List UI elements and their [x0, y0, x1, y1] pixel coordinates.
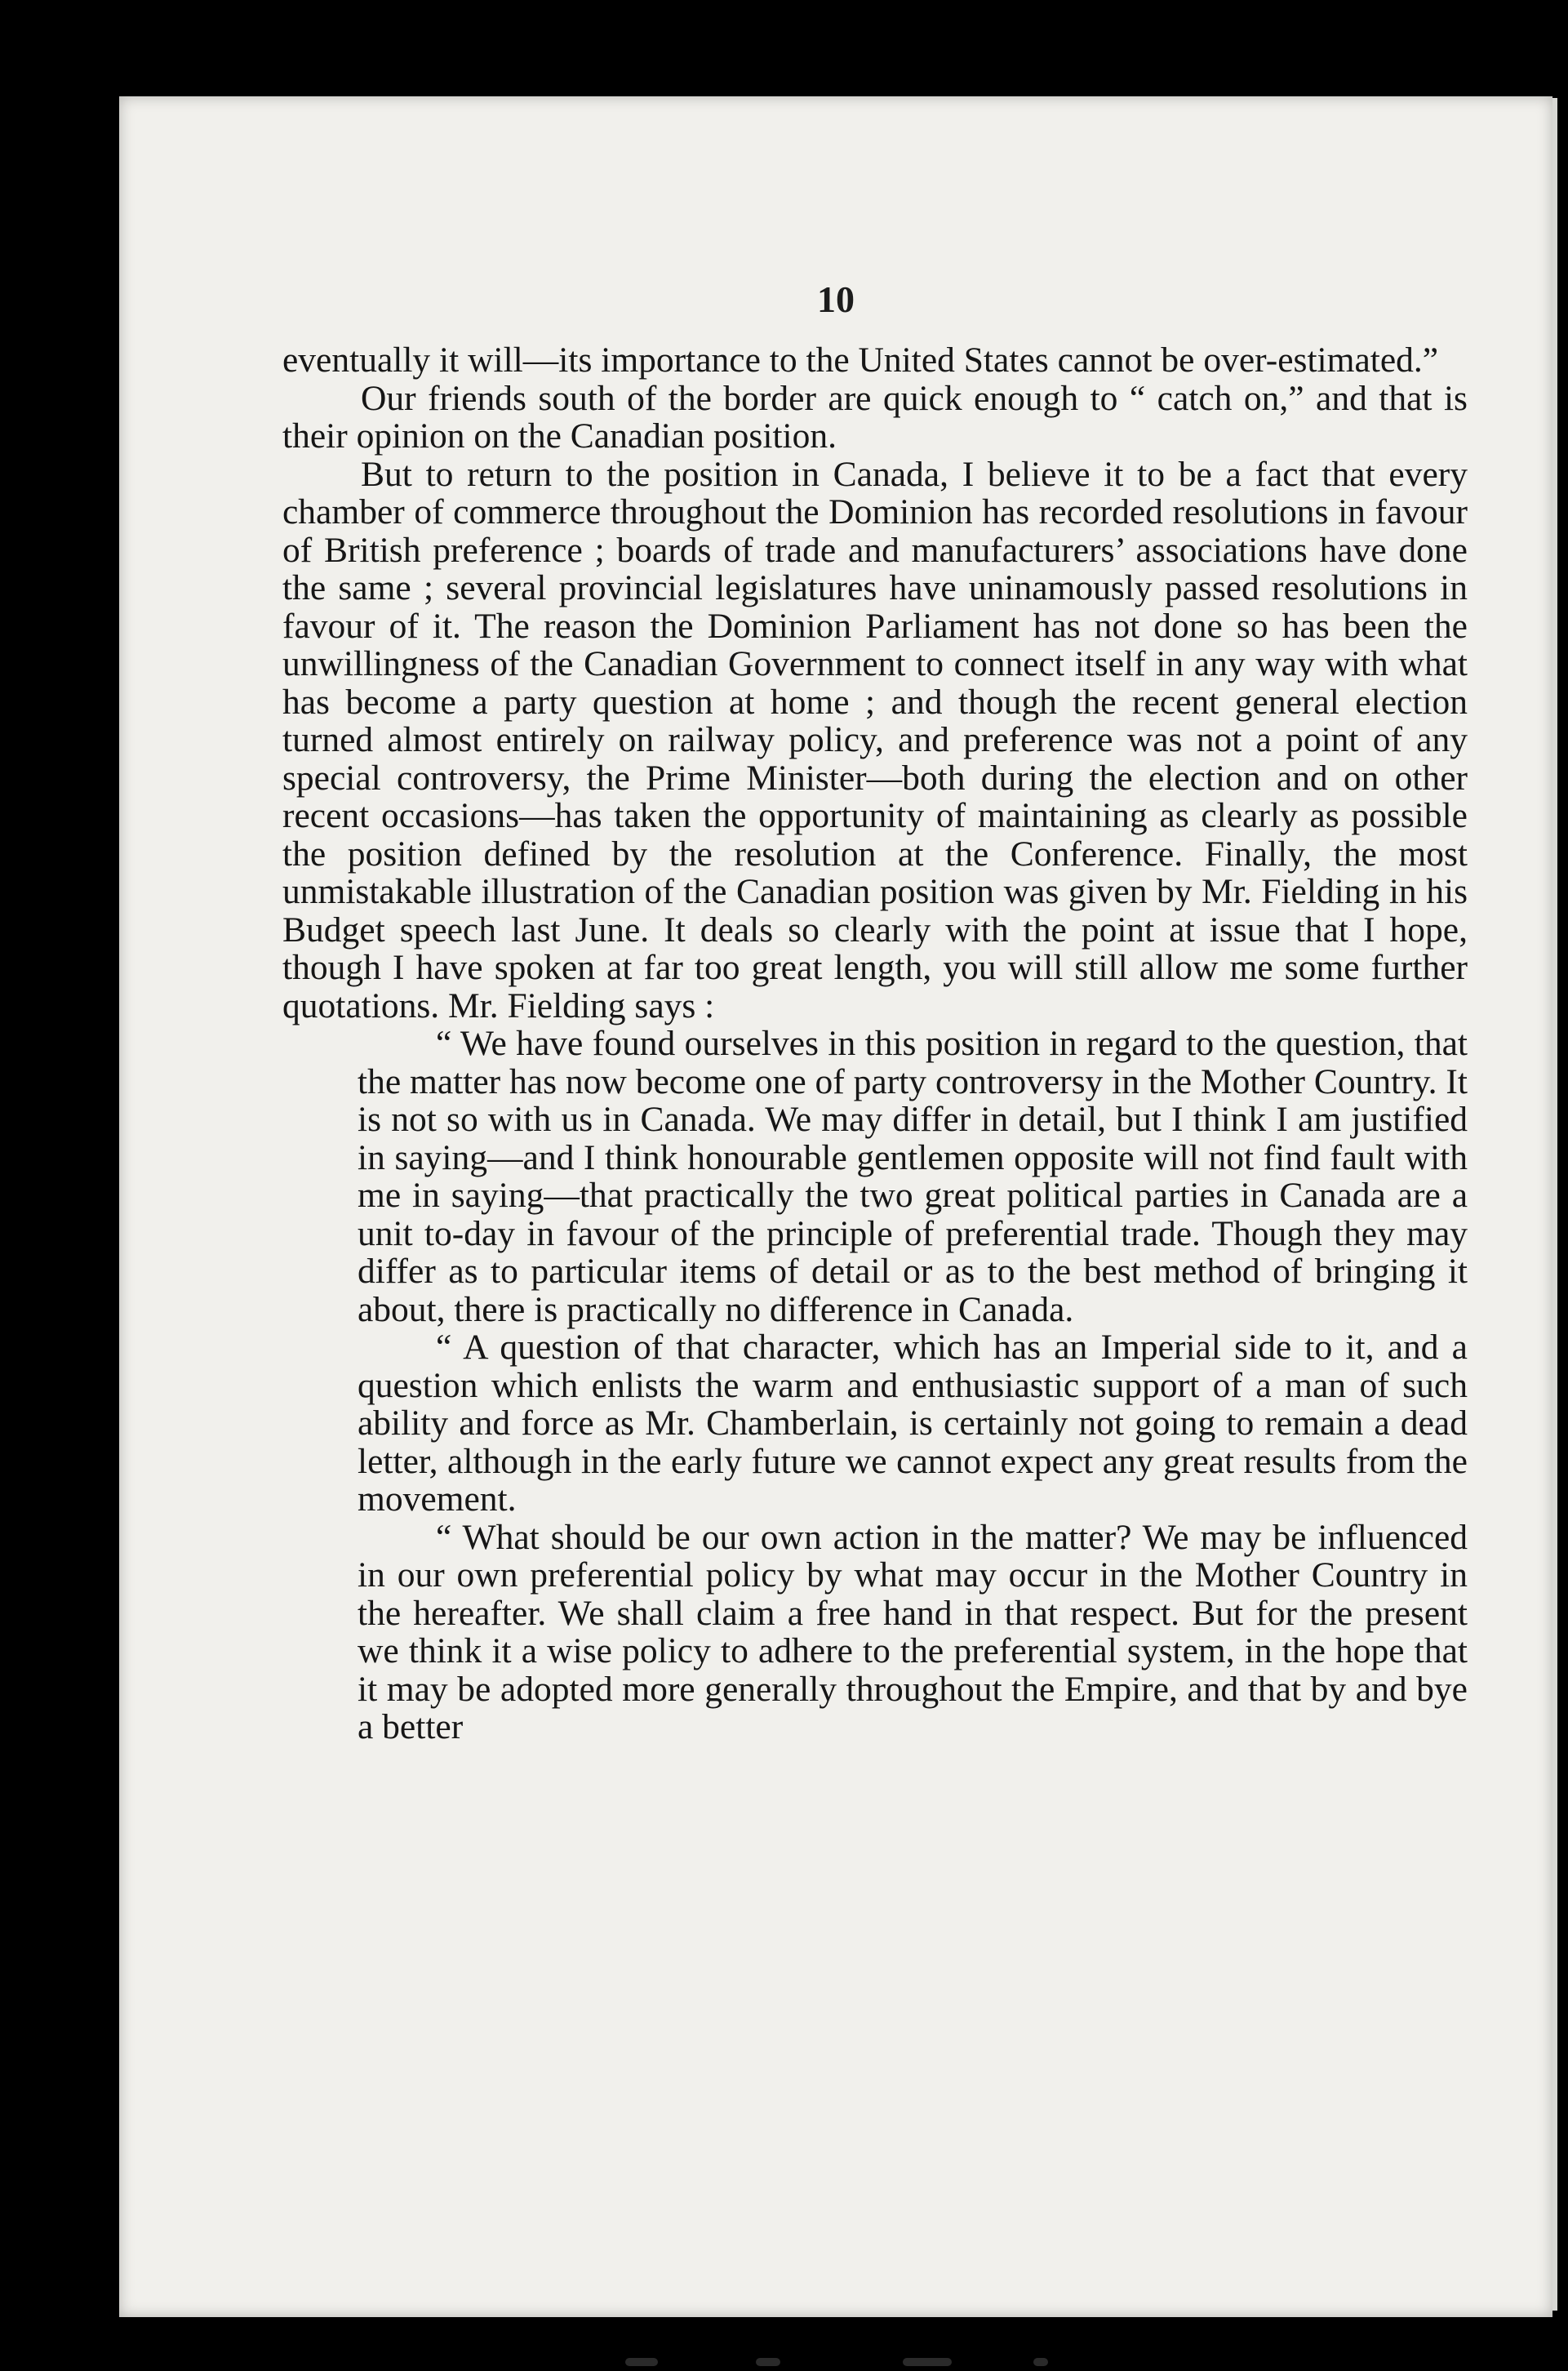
quote-paragraph-1: “ We have found ourselves in this position in regard to the question, that the matter has now become one of party controversy in the Mother Country. It is not so with us in Canada. We may differ in detail, but I think I am justified in saying—and I think honourable gentlemen opposite will not find fault with me in saying—that practically the two great political parties in Canada are a unit to-day in favour of the principle of preferential trade. Though they may differ as to particular items of detail or as to the best method of bringing it about, there is practically no difference in Canada.: [358, 1024, 1468, 1329]
body-text: [282, 341, 1468, 1746]
scan-smudge: [1033, 2358, 1048, 2366]
paragraph-friends-south: Our friends south of the border are quick enough to “ catch on,” and that is their opinion on the Canadian position.: [282, 378, 1468, 456]
paragraph-position-in-canada: But to return to the position in Canada, I believe it to be a fact that every chamber of commerce throughout the Dominion has recorded resolutions in favour of British preference ; boards of trade and manufacturers’ associations have done the same ; several provincial legislatures have uninamously passed resolutions in favour of it. The reason the Dominion Parliament has not done so has been the unwillingness of the Canadian Government to connect itself in any way with what has become a party question at home ; and though the recent general election turned almost entirely on railway policy, and preference was not a point of any special controversy, the Prime Minister—both during the election and on other recent occasions—has taken the opportunity of maintaining as clearly as possible the position defined by the resolution at the Conference. Finally, the most unmistakable illustration of the Canadian position was given by Mr. Fielding in his Budget speech last June. It deals so clearly with the point at issue that I hope, though I have spoken at far too great length, you will still allow me some further quotations. Mr. Fielding says :: [282, 454, 1468, 1025]
scan-smudge: [756, 2358, 780, 2366]
page-edge: [1552, 98, 1557, 2311]
page-number: 10: [817, 278, 855, 320]
scan-smudge: [625, 2358, 658, 2366]
document-page: [119, 96, 1552, 2317]
quote-paragraph-2: “ A question of that character, which has an Imperial side to it, and a question which enlists the warm and enthusiastic support of a man of such ability and force as Mr. Chamberlain, is certainly not going to remain a dead letter, although in the early future we cannot expect any great results from the movement.: [358, 1328, 1468, 1519]
scan-smudge: [903, 2358, 952, 2366]
quote-paragraph-3: “ What should be our own action in the matter? We may be influenced in our own preferential policy by what may occur in the Mother Country in the hereafter. We shall claim a free hand in that respect. But for the present we think it a wise policy to adhere to the preferential system, in the hope that it may be adopted more generally throughout the Empire, and that by and bye a better: [358, 1517, 1468, 1746]
paragraph-continuation: eventually it will—its importance to the United States cannot be over-estimated.”: [282, 340, 1439, 380]
